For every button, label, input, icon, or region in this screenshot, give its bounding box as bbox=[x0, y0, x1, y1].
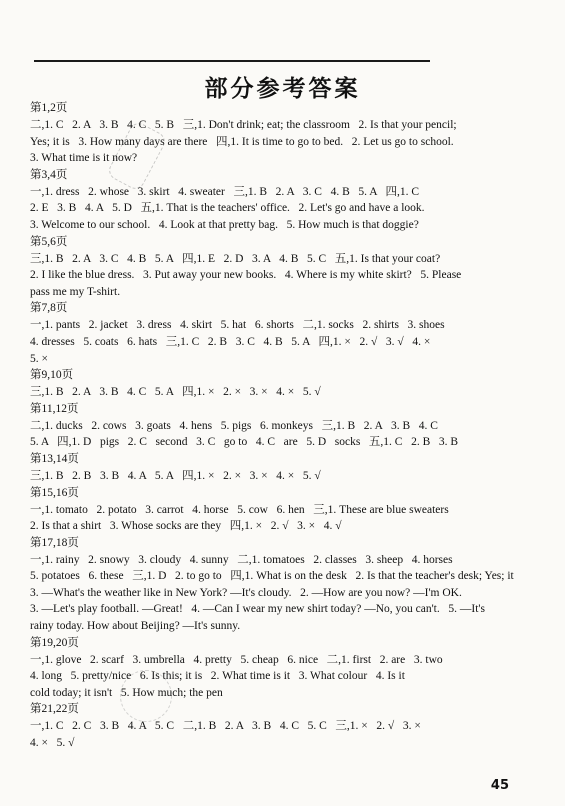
page-title: 部分参考答案 bbox=[204, 75, 361, 102]
footer bbox=[491, 776, 509, 794]
answer-line: 三,1. B 2. B 3. B 4. A 5. A 四,1. × 2. × 3. × 4. × 5. √ bbox=[30, 469, 321, 482]
page-number: 45 bbox=[490, 778, 509, 793]
answer-line: 3. Welcome to our school. 4. Look at that pretty bag. 5. How much is that doggie? bbox=[30, 218, 419, 231]
answer-line: 3. —What's the weather like in New York? —It's cloudy. 2. —How are you now? —I'm OK. bbox=[30, 586, 462, 599]
answer-line: 5. potatoes 6. these 三,1. D 2. to go to 四,1. What is on the desk 2. Is that the teacher's desk; Yes; it bbox=[30, 570, 514, 583]
answer-section bbox=[30, 100, 540, 167]
answer-line: 一,1. C 2. C 3. B 4. A 5. C 二,1. B 2. A 3. B 4. C 5. C 三,1. × 2. √ 3. × bbox=[30, 720, 421, 733]
section-heading: 第21,22页 bbox=[30, 703, 79, 716]
top-rule bbox=[34, 60, 430, 62]
answer-line: 2. I like the blue dress. 3. Put away your new books. 4. Where is my white skirt? 5. Please bbox=[30, 269, 462, 282]
answer-line: 三,1. B 2. A 3. C 4. B 5. A 四,1. E 2. D 3. A 4. B 5. C 五,1. Is that your coat? bbox=[30, 252, 441, 265]
answer-section bbox=[30, 167, 540, 234]
answer-line: 2. Is that a shirt 3. Whose socks are they 四,1. × 2. √ 3. × 4. √ bbox=[30, 520, 342, 533]
answer-section bbox=[30, 401, 540, 451]
answer-line: 3. What time is it now? bbox=[30, 152, 138, 165]
answer-line: cold today; it isn't 5. How much; the pen bbox=[30, 686, 223, 699]
answer-section bbox=[30, 451, 540, 485]
section-heading: 第3,4页 bbox=[30, 168, 68, 181]
answer-line: 4. × 5. √ bbox=[30, 737, 75, 750]
answer-line: Yes; it is 3. How many days are there 四,1. It is time to go to bed. 2. Let us go to school. bbox=[30, 135, 454, 148]
answer-line: 二,1. C 2. A 3. B 4. C 5. B 三,1. Don't drink; eat; the classroom 2. Is that your pencil; bbox=[30, 119, 457, 131]
answer-section bbox=[30, 635, 540, 702]
answer-line: 4. long 5. pretty/nice 6. Is this; it is 2. What time is it 3. What colour 4. Is it bbox=[30, 670, 405, 683]
answer-section bbox=[30, 535, 540, 635]
answer-line: pass me my T-shirt. bbox=[30, 285, 121, 298]
answer-line: 4. dresses 5. coats 6. hats 三,1. C 2. B 3. C 4. B 5. A 四,1. × 2. √ 3. √ 4. × bbox=[30, 335, 431, 348]
section-heading: 第13,14页 bbox=[30, 452, 79, 465]
section-heading: 第1,2页 bbox=[30, 102, 68, 114]
answer-line: 5. A 四,1. D pigs 2. C second 3. C go to 4. C are 5. D socks 五,1. C 2. B 3. B bbox=[30, 436, 459, 449]
answer-line: 二,1. ducks 2. cows 3. goats 4. hens 5. pigs 6. monkeys 三,1. B 2. A 3. B 4. C bbox=[30, 419, 438, 432]
answer-content bbox=[30, 100, 540, 752]
answer-section bbox=[30, 234, 540, 301]
section-heading: 第7,8页 bbox=[30, 302, 68, 315]
section-heading: 第9,10页 bbox=[30, 369, 74, 382]
site-watermark bbox=[401, 712, 551, 772]
answer-line: 一,1. glove 2. scarf 3. umbrella 4. pretty 5. cheap 6. nice 二,1. first 2. are 3. two bbox=[30, 653, 443, 666]
answer-line: rainy today. How about Beijing? —It's sunny. bbox=[30, 620, 241, 633]
section-heading: 第17,18页 bbox=[30, 536, 79, 549]
section-heading: 第19,20页 bbox=[30, 636, 79, 649]
answer-line: 一,1. dress 2. whose 3. skirt 4. sweater 三,1. B 2. A 3. C 4. B 5. A 四,1. C bbox=[30, 185, 420, 198]
answer-section bbox=[30, 300, 540, 367]
section-heading: 第15,16页 bbox=[30, 486, 79, 499]
section-heading: 第5,6页 bbox=[30, 235, 68, 248]
answer-line: 2. E 3. B 4. A 5. D 五,1. That is the teachers' office. 2. Let's go and have a look. bbox=[30, 202, 425, 215]
answer-line: 三,1. B 2. A 3. B 4. C 5. A 四,1. × 2. × 3. × 4. × 5. √ bbox=[30, 386, 321, 399]
answer-line: 3. —Let's play football. —Great! 4. —Can I wear my new shirt today? —No, you can't. 5. —It's bbox=[30, 603, 485, 616]
answer-line: 5. × bbox=[30, 352, 48, 365]
answer-section bbox=[30, 367, 540, 401]
section-heading: 第11,12页 bbox=[30, 402, 79, 415]
answer-line: 一,1. pants 2. jacket 3. dress 4. skirt 5. hat 6. shorts 二,1. socks 2. shirts 3. shoes bbox=[30, 319, 445, 332]
answer-section bbox=[30, 485, 540, 535]
answer-line: 一,1. tomato 2. potato 3. carrot 4. horse 5. cow 6. hen 三,1. These are blue sweaters bbox=[30, 503, 449, 516]
answer-line: 一,1. rainy 2. snowy 3. cloudy 4. sunny 二,1. tomatoes 2. classes 3. sheep 4. horses bbox=[30, 553, 453, 566]
